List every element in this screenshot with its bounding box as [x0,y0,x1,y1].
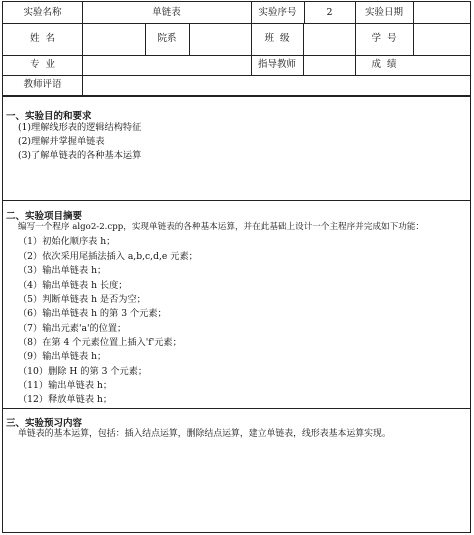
instructor-value[interactable] [303,55,355,75]
teacher-comment-label: 教师评语 [23,79,62,91]
student-id-value[interactable] [413,23,470,55]
section-2-title: 二、实验项目摘要 [6,211,83,222]
preview-content: 单链表的基本运算，包括：插入结点运算，删除结点运算，建立单链表，线形表基本运算实现。 [18,429,391,439]
student-id-label: 学 号 [371,33,397,45]
experiment-date-label: 实验日期 [364,6,403,18]
task-item: （2）依次采用尾插法插入 a,b,c,d,e 元素； [18,251,198,262]
task-item: （5）判断单链表 h 是否为空； [18,294,146,305]
section-3-title: 三、实验预习内容 [6,418,83,429]
grade-label: 成 绩 [371,59,397,71]
department-value[interactable] [189,23,251,55]
section-1-title: 一、实验目的和要求 [6,111,92,122]
objective-item: (2)理解并掌握单链表 [18,136,105,147]
experiment-date-value[interactable] [413,2,470,23]
class-label: 班 级 [264,33,290,45]
task-item: （9）输出单链表 h； [18,351,107,362]
department-label: 院系 [157,33,177,45]
major-value[interactable] [82,55,251,75]
task-item: （10）删除 H 的第 3 个元素； [18,366,148,377]
grade-value[interactable] [413,55,470,75]
name-label: 姓 名 [29,33,56,45]
report-form [2,1,471,533]
experiment-no-value[interactable]: 2 [326,6,333,18]
experiment-name-label: 实验名称 [23,6,62,18]
teacher-comment-value[interactable] [82,75,470,95]
task-item: （8）在第 4 个元素位置上插入'f'元素； [18,337,182,348]
instructor-label: 指导教师 [257,59,296,71]
objective-item: (1)理解线形表的逻辑结构特征 [18,122,142,133]
task-item: （11）输出单链表 h； [18,380,113,391]
name-value[interactable] [82,23,145,55]
class-value[interactable] [303,23,355,55]
section-divider [3,95,470,97]
experiment-name-value[interactable]: 单链表 [152,6,181,18]
task-item: （4）输出单链表 h 长度； [18,280,128,291]
section-divider [3,408,470,409]
task-item: （1）初始化顺序表 h； [18,236,116,247]
objective-item: (3)了解单链表的各种基本运算 [18,150,142,161]
task-item: （12）释放单链表 h； [18,394,113,405]
section-divider [3,200,470,201]
task-item: （7）输出元素'a'的位置； [18,323,127,334]
task-item: （6）输出单链表 h 的第 3 个元素； [18,308,167,319]
summary-intro: 编写一个程序 algo2-2.cpp，实现单链表的各种基本运算，并在此基础上设计一个主程序并完成如下功能： [18,222,425,232]
major-label: 专 业 [29,59,56,71]
experiment-no-label: 实验序号 [258,6,297,18]
task-item: （3）输出单链表 h； [18,265,107,276]
